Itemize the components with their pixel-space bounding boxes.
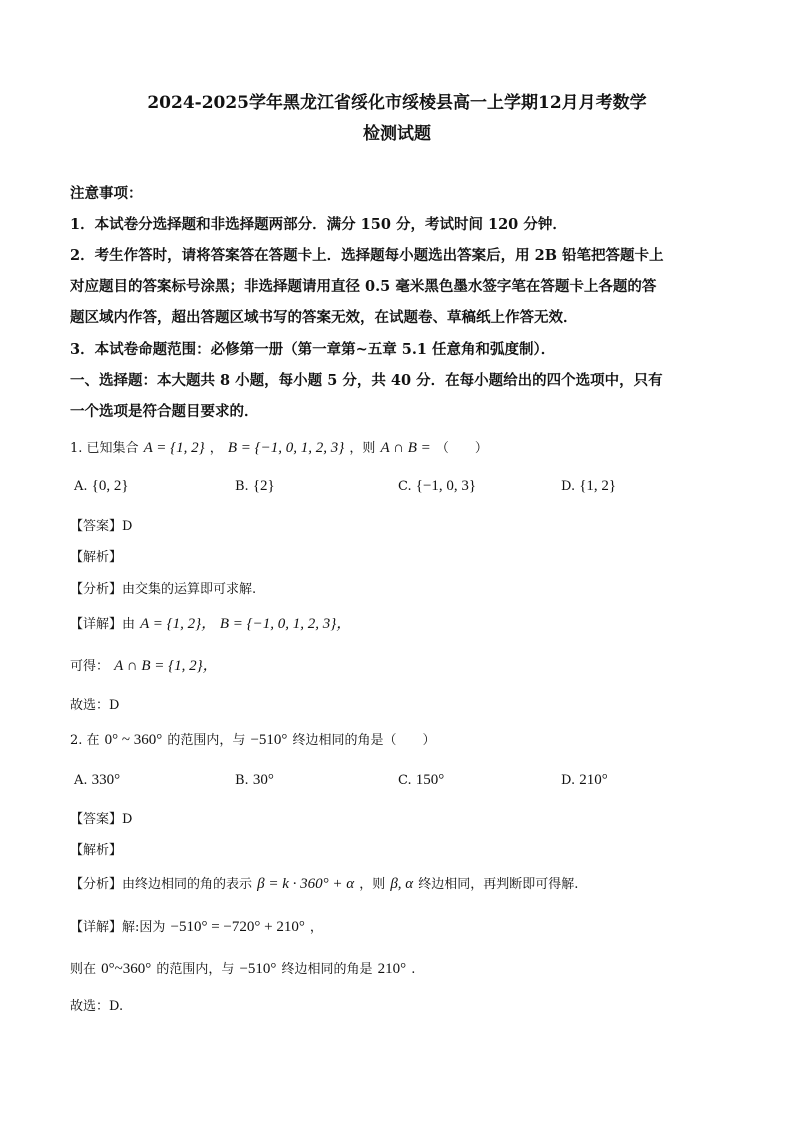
notice-item-1: 1．本试卷分选择题和非选择题两部分．满分 150 分，考试时间 120 分钟． (70, 216, 567, 233)
q1-expression: A ∩ B = (380, 440, 431, 456)
q2-option-b: B. 30° (235, 772, 274, 788)
section-heading-line1: 一、选择题：本大题共 8 小题，每小题 5 分，共 40 分．在每小题给出的四个选项中，只有 (70, 372, 663, 389)
q1-paren: （ ） (435, 441, 488, 456)
page-subtitle: 检测试题 (363, 124, 431, 144)
q2-range: 0° ~ 360° (104, 732, 163, 748)
notice-item-2-line2: 对应题目的答案标号涂黑；非选择题请用直径 0.5 毫米黑色墨水签字笔在答题卡上各题的答 (70, 278, 657, 295)
q1-analysis-label: 【解析】 (70, 550, 123, 565)
q2-angle: −510° (250, 732, 288, 748)
q1-option-c: C. {−1, 0, 3} (398, 478, 477, 494)
q2-option-a: A. 330° (74, 772, 121, 788)
q2-xiangjie: 【详解】解:因为 −510° = −720° + 210° ， (70, 919, 323, 935)
q1-option-d: D. {1, 2} (561, 478, 617, 494)
q2-fenxi: 【分析】由终边相同的角的表示 β = k · 360° + α ，则 β, α 终边相同，再判断即可得解. (70, 876, 579, 892)
q1-fenxi: 【分析】由交集的运算即可求解. (70, 582, 257, 597)
q1-option-a: A. {0, 2} (74, 478, 129, 494)
q1-conclusion: 故选：D (70, 698, 120, 713)
question-1-number: 1. 已知集合 (70, 441, 139, 456)
q1-kede: 可得： A ∩ B = {1, 2}， (70, 658, 218, 674)
q2-conclusion-sentence: 则在 0°~360° 的范围内，与 −510° 终边相同的角是 210° . (70, 961, 416, 977)
page-title: 2024-2025学年黑龙江省绥化市绥棱县高一上学期12月月考数学 (147, 93, 647, 113)
q2-conclusion: 故选：D. (70, 999, 124, 1014)
set-b: B = {−1, 0, 1, 2, 3} (227, 440, 345, 456)
notice-item-3: 3．本试卷命题范围：必修第一册（第一章第~五章 5.1 任意角和弧度制）． (70, 341, 556, 358)
notice-item-2-line1: 2．考生作答时，请将答案答在答题卡上．选择题每小题选出答案后，用 2B 铅笔把答题卡上 (70, 247, 664, 264)
q2-option-d: D. 210° (561, 772, 608, 788)
notice-item-2-line3: 题区域内作答，超出答题区域书写的答案无效，在试题卷、草稿纸上作答无效． (70, 309, 578, 326)
q1-answer: 【答案】D (70, 519, 133, 534)
q2-option-c: C. 150° (398, 772, 445, 788)
section-heading-line2: 一个选项是符合题目要求的． (70, 403, 259, 420)
question-1-stem (70, 437, 488, 457)
q2-answer: 【答案】D (70, 812, 133, 827)
q1-xiangjie: 【详解】由 A = {1, 2}， B = {−1, 0, 1, 2, 3}， (70, 616, 352, 632)
q1-tail: ，则 (349, 441, 376, 456)
question-2-stem: 2. 在 0° ~ 360° 的范围内，与 −510° 终边相同的角是（ ） (70, 732, 436, 748)
q1-option-b: B. {2} (235, 478, 275, 494)
set-a: A = {1, 2} (143, 440, 205, 456)
q2-analysis-label: 【解析】 (70, 843, 123, 858)
notice-heading: 注意事项： (70, 185, 143, 202)
q1-comma: ， (209, 441, 223, 456)
